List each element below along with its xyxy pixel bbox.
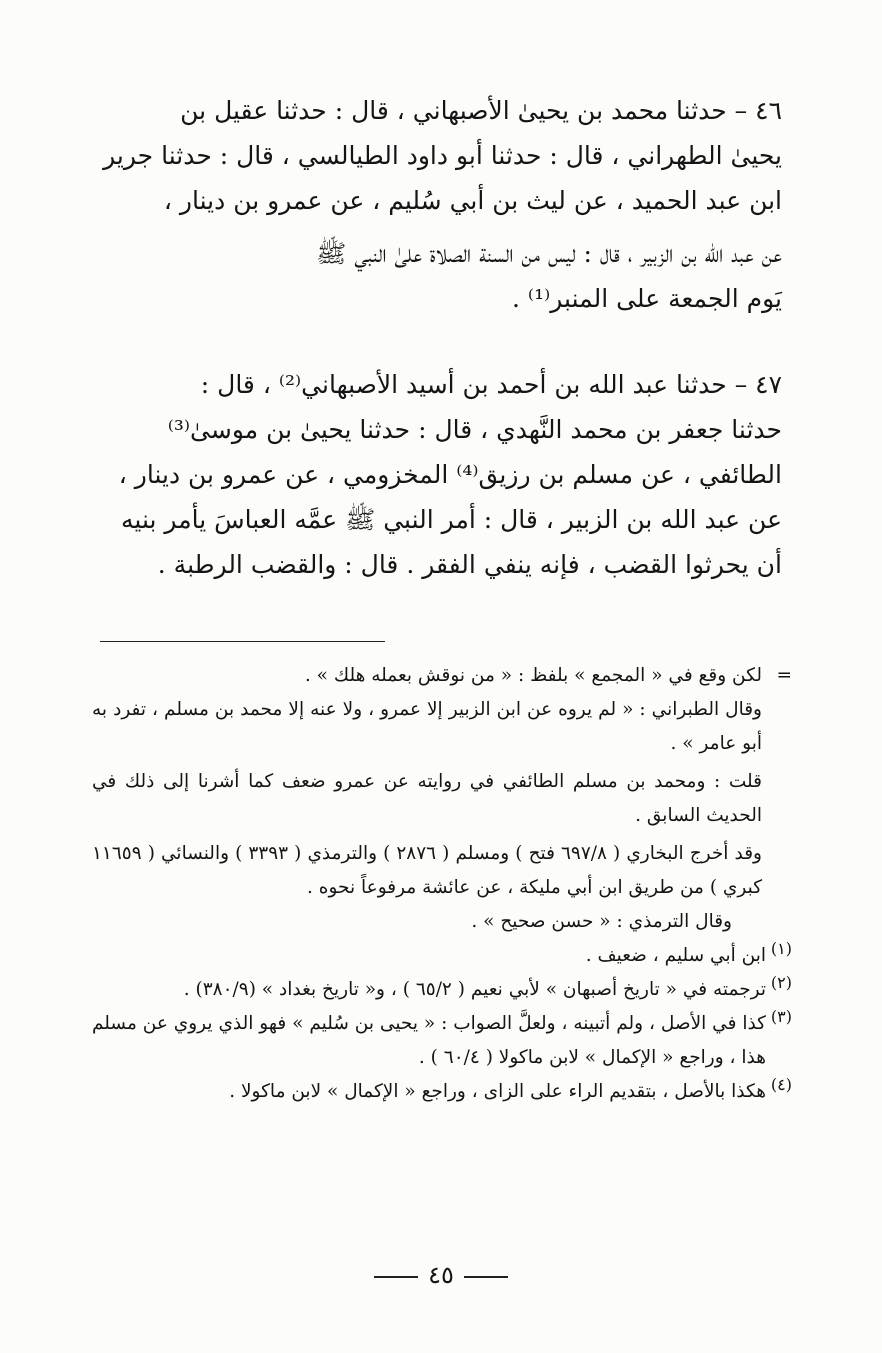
footnote-number: (٤) — [770, 1075, 792, 1094]
hadith-47-line-3: الطائفي ، عن مسلم بن رزيق⁽⁴⁾ المخزومي ، عن عمرو بن دينار ، — [118, 460, 782, 489]
footnote-text: ابن أبي سليم ، ضعيف . — [585, 945, 766, 966]
dash-right — [374, 1276, 418, 1278]
footnote-4 — [92, 1075, 792, 1109]
hadith-47-line-5: أن يحرثوا القضب ، فإنه ينفي الفقر . قال : والقضب الرطبة . — [157, 550, 782, 579]
continued-note-text: لكن وقع في « المجمع » بلفظ : « من نوقش بعمله هلك » . — [304, 665, 762, 686]
note-paragraph-1: وقال الطبراني : « لم يروه عن ابن الزبير إلا عمرو ، ولا عنه إلا محمد بن مسلم ، تفرد به أبو عامر » . — [92, 699, 762, 754]
footnote-text: كذا في الأصل ، ولم أتبينه ، ولعلَّ الصواب : « يحيى بن سُليم » فهو الذي يروي عن مسلم هذا ، وراجع « الإكمال » لابن ماكولا ( ٦٠/٤ ) . — [92, 1013, 766, 1068]
hadith-46-line-5: يَوم الجمعة على المنبر⁽¹⁾ . — [512, 284, 782, 313]
footnote-number: (١) — [770, 939, 792, 958]
hadith-47-line-2: حدثنا جعفر بن محمد النَّهدي ، قال : حدثنا يحيىٰ بن موسىٰ⁽³⁾ — [167, 415, 782, 444]
hadith-46-line-3: ابن عبد الحميد ، عن ليث بن أبي سُليم ، عن عمرو بن دينار ، — [163, 186, 782, 215]
footnote-1 — [92, 939, 792, 973]
footnote-text: ترجمته في « تاريخ أصبهان » لأبي نعيم ( ٦٥/٢ ) ، و« تاريخ بغداد » (٣٨٠/٩) . — [183, 979, 766, 1000]
hadith-47-line-4: عن عبد الله بن الزبير ، قال : أمر النبي ﷺ عمَّه العباسَ يأمر بنيه — [121, 505, 782, 534]
hadith-46-line-2: يحيىٰ الطهراني ، قال : حدثنا أبو داود الطيالسي ، قال : حدثنا جرير — [103, 141, 782, 170]
hadith-47 — [92, 362, 782, 587]
footnote-2 — [92, 973, 792, 1007]
note-paragraph-2: قلت : ومحمد بن مسلم الطائفي في روايته عن عمرو ضعف كما أشرنا إلى ذلك في الحديث السابق . — [92, 771, 762, 826]
hadith-47-line-1: ٤٧ – حدثنا عبد الله بن أحمد بن أسيد الأصبهاني⁽²⁾ ، قال : — [200, 370, 782, 399]
note-paragraph-4: وقال الترمذي : « حسن صحيح » . — [471, 911, 732, 932]
footnote-separator — [100, 641, 385, 642]
continued-note — [92, 659, 792, 693]
page-number-text: ٤٥ — [428, 1261, 454, 1289]
hadith-46-line-1: ٤٦ – حدثنا محمد بن يحيىٰ الأصبهاني ، قال : حدثنا عقيل بن — [180, 96, 782, 125]
footnote-number: (٣) — [770, 1007, 792, 1026]
continuation-mark: = — [776, 665, 792, 686]
footnote-text: هكذا بالأصل ، بتقديم الراء على الزاى ، وراجع « الإكمال » لابن ماكولا . — [229, 1081, 766, 1102]
hadith-46-line-4: عن عبد الله بن الزبير ، قال : ليس من السنة الصلاة علىٰ النبي ﷺ — [316, 239, 782, 268]
dash-left — [464, 1276, 508, 1278]
note-paragraph-3: وقد أخرج البخاري ( ٦٩٧/٨ فتح ) ومسلم ( ٢٨٧٦ ) والترمذي ( ٣٣٩٣ ) والنسائي ( ١١٦٥٩ كبري ) من طريق ابن أبي مليكة ، عن عائشة مرفوعاً نحوه . — [92, 843, 762, 898]
hadith-46 — [92, 88, 782, 321]
footnotes-area — [92, 659, 792, 1109]
footnote-number: (٢) — [770, 973, 792, 992]
footnote-3 — [92, 1007, 792, 1075]
page-number — [0, 1261, 882, 1289]
